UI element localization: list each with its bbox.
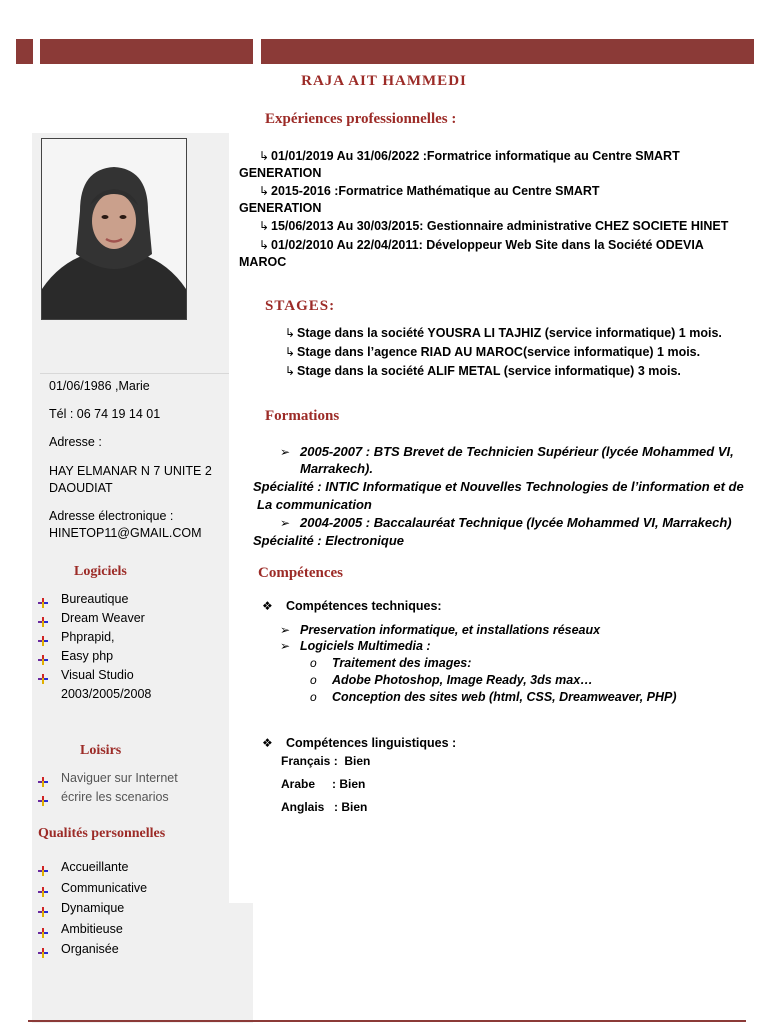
formations-heading: Formations (265, 408, 340, 424)
stages-heading: STAGES: (265, 298, 336, 314)
circle-bullet-icon: o (310, 673, 317, 687)
experience-4-line-2: MAROC (239, 255, 287, 269)
sub-skill-2: o Adobe Photoshop, Image Ready, 3ds max… (310, 673, 593, 687)
address-line-2: DAOUDIAT (49, 481, 113, 495)
language-3: Anglais : Bien (281, 800, 368, 814)
header-bar-left (16, 39, 33, 64)
arrowhead-bullet-icon: ➢ (280, 445, 291, 459)
loisir-item: écrire les scenarios (61, 790, 169, 804)
language-1: Français : Bien (281, 754, 371, 768)
sidebar-background-extension (229, 903, 253, 1023)
color-plus-bullet-icon (38, 671, 48, 681)
stage-3: ↳ Stage dans la société ALIF METAL (service informatique) 3 mois. (285, 364, 681, 378)
address-label: Adresse : (49, 435, 102, 449)
arrowhead-bullet-icon: ➢ (280, 639, 291, 653)
loisir-item: Naviguer sur Internet (61, 771, 178, 785)
circle-bullet-icon: o (310, 690, 317, 704)
color-plus-bullet-icon (38, 863, 48, 873)
experience-2-line-1: ↳ 2015-2016 :Formatrice Mathématique au Centre SMART (259, 184, 600, 198)
color-plus-bullet-icon (38, 652, 48, 662)
arrowhead-bullet-icon: ➢ (280, 623, 291, 637)
color-plus-bullet-icon (38, 595, 48, 605)
logiciel-item: Easy php (61, 649, 114, 663)
experience-1-line-1: ↳ 01/01/2019 Au 31/06/2022 :Formatrice informatique au Centre SMART (259, 149, 680, 163)
tech-skill-2: ➢ Logiciels Multimedia : (280, 639, 431, 653)
birth-date: 01/06/1986 ,Marie (49, 379, 150, 393)
diamond-bullet-icon: ❖ (262, 736, 273, 750)
loisirs-heading: Loisirs (80, 743, 122, 758)
portrait-image (42, 139, 186, 319)
logiciels-heading: Logiciels (74, 564, 127, 579)
tech-skills-title: ❖ Compétences techniques: (262, 599, 442, 613)
color-plus-bullet-icon (38, 633, 48, 643)
qualite-item: Dynamique (61, 901, 125, 915)
arrow-hook-icon: ↳ (259, 149, 270, 163)
arrow-hook-icon: ↳ (285, 326, 296, 340)
tech-skill-1: ➢ Preservation informatique, et installations réseaux (280, 623, 601, 637)
color-plus-bullet-icon (38, 884, 48, 894)
logiciel-item: Visual Studio (61, 668, 134, 682)
color-plus-bullet-icon (38, 793, 48, 803)
candidate-name: RAJA AIT HAMMEDI (301, 73, 467, 89)
speciality-1-line-2: La communication (257, 497, 372, 512)
color-plus-bullet-icon (38, 925, 48, 935)
address-line-1: HAY ELMANAR N 7 UNITE 2 (49, 464, 212, 478)
email-label: Adresse électronique : (49, 509, 174, 523)
experience-1-line-2: GENERATION (239, 166, 322, 180)
arrow-hook-icon: ↳ (259, 238, 270, 252)
speciality-1-line-1: Spécialité : INTIC Informatique et Nouvelles Technologies de l’information et de (253, 479, 744, 494)
formation-1-line-1: ➢ 2005-2007 : BTS Brevet de Technicien Supérieur (lycée Mohammed VI, (280, 444, 734, 459)
phone-number: Tél : 06 74 19 14 01 (49, 407, 161, 421)
sub-skill-3: o Conception des sites web (html, CSS, Dreamweaver, PHP) (310, 690, 677, 704)
formation-1-line-2: Marrakech). (300, 461, 373, 476)
arrow-hook-icon: ↳ (285, 345, 296, 359)
experience-3-line-1: ↳ 15/06/2013 Au 30/03/2015: Gestionnaire administrative CHEZ SOCIETE HINET (259, 219, 729, 233)
qualite-item: Communicative (61, 880, 148, 895)
stage-2: ↳ Stage dans l’agence RIAD AU MAROC(service informatique) 1 mois. (285, 345, 701, 359)
logiciel-item: 2003/2005/2008 (61, 687, 152, 701)
color-plus-bullet-icon (38, 945, 48, 955)
profile-photo (41, 138, 187, 320)
email-address: HINETOP11@GMAIL.COM (49, 526, 202, 540)
experience-2-line-2: GENERATION (239, 201, 322, 215)
language-2: Arabe : Bien (281, 777, 366, 791)
sub-skill-1: o Traitement des images: (310, 656, 472, 670)
qualite-item: Accueillante (61, 860, 129, 874)
header-bar-right (261, 39, 754, 64)
circle-bullet-icon: o (310, 656, 317, 670)
arrow-hook-icon: ↳ (259, 219, 270, 233)
arrow-hook-icon: ↳ (259, 184, 270, 198)
speciality-2: Spécialité : Electronique (253, 533, 404, 548)
color-plus-bullet-icon (38, 904, 48, 914)
stage-1: ↳ Stage dans la société YOUSRA LI TAJHIZ (service informatique) 1 mois. (285, 326, 722, 340)
header-bar-middle (40, 39, 253, 64)
qualite-item: Organisée (61, 942, 119, 956)
color-plus-bullet-icon (38, 774, 48, 784)
experiences-heading: Expériences professionnelles : (265, 111, 457, 127)
arrow-hook-icon: ↳ (285, 364, 296, 378)
logiciel-item: Dream Weaver (61, 611, 145, 625)
arrowhead-bullet-icon: ➢ (280, 516, 291, 530)
diamond-bullet-icon: ❖ (262, 599, 273, 613)
logiciel-item: Bureautique (61, 592, 129, 606)
language-skills-title: ❖ Compétences linguistiques : (262, 736, 457, 750)
competences-heading: Compétences (258, 565, 343, 581)
color-plus-bullet-icon (38, 614, 48, 624)
qualite-item: Ambitieuse (61, 921, 123, 936)
formation-2: ➢ 2004-2005 : Baccalauréat Technique (lycée Mohammed VI, Marrakech) (280, 515, 732, 530)
qualites-heading: Qualités personnelles (38, 826, 166, 841)
sidebar-divider (40, 373, 229, 374)
logiciel-item: Phprapid, (61, 630, 115, 644)
experience-4-line-1: ↳ 01/02/2010 Au 22/04/2011: Développeur Web Site dans la Société ODEVIA (259, 238, 704, 252)
footer-line (28, 1020, 746, 1022)
